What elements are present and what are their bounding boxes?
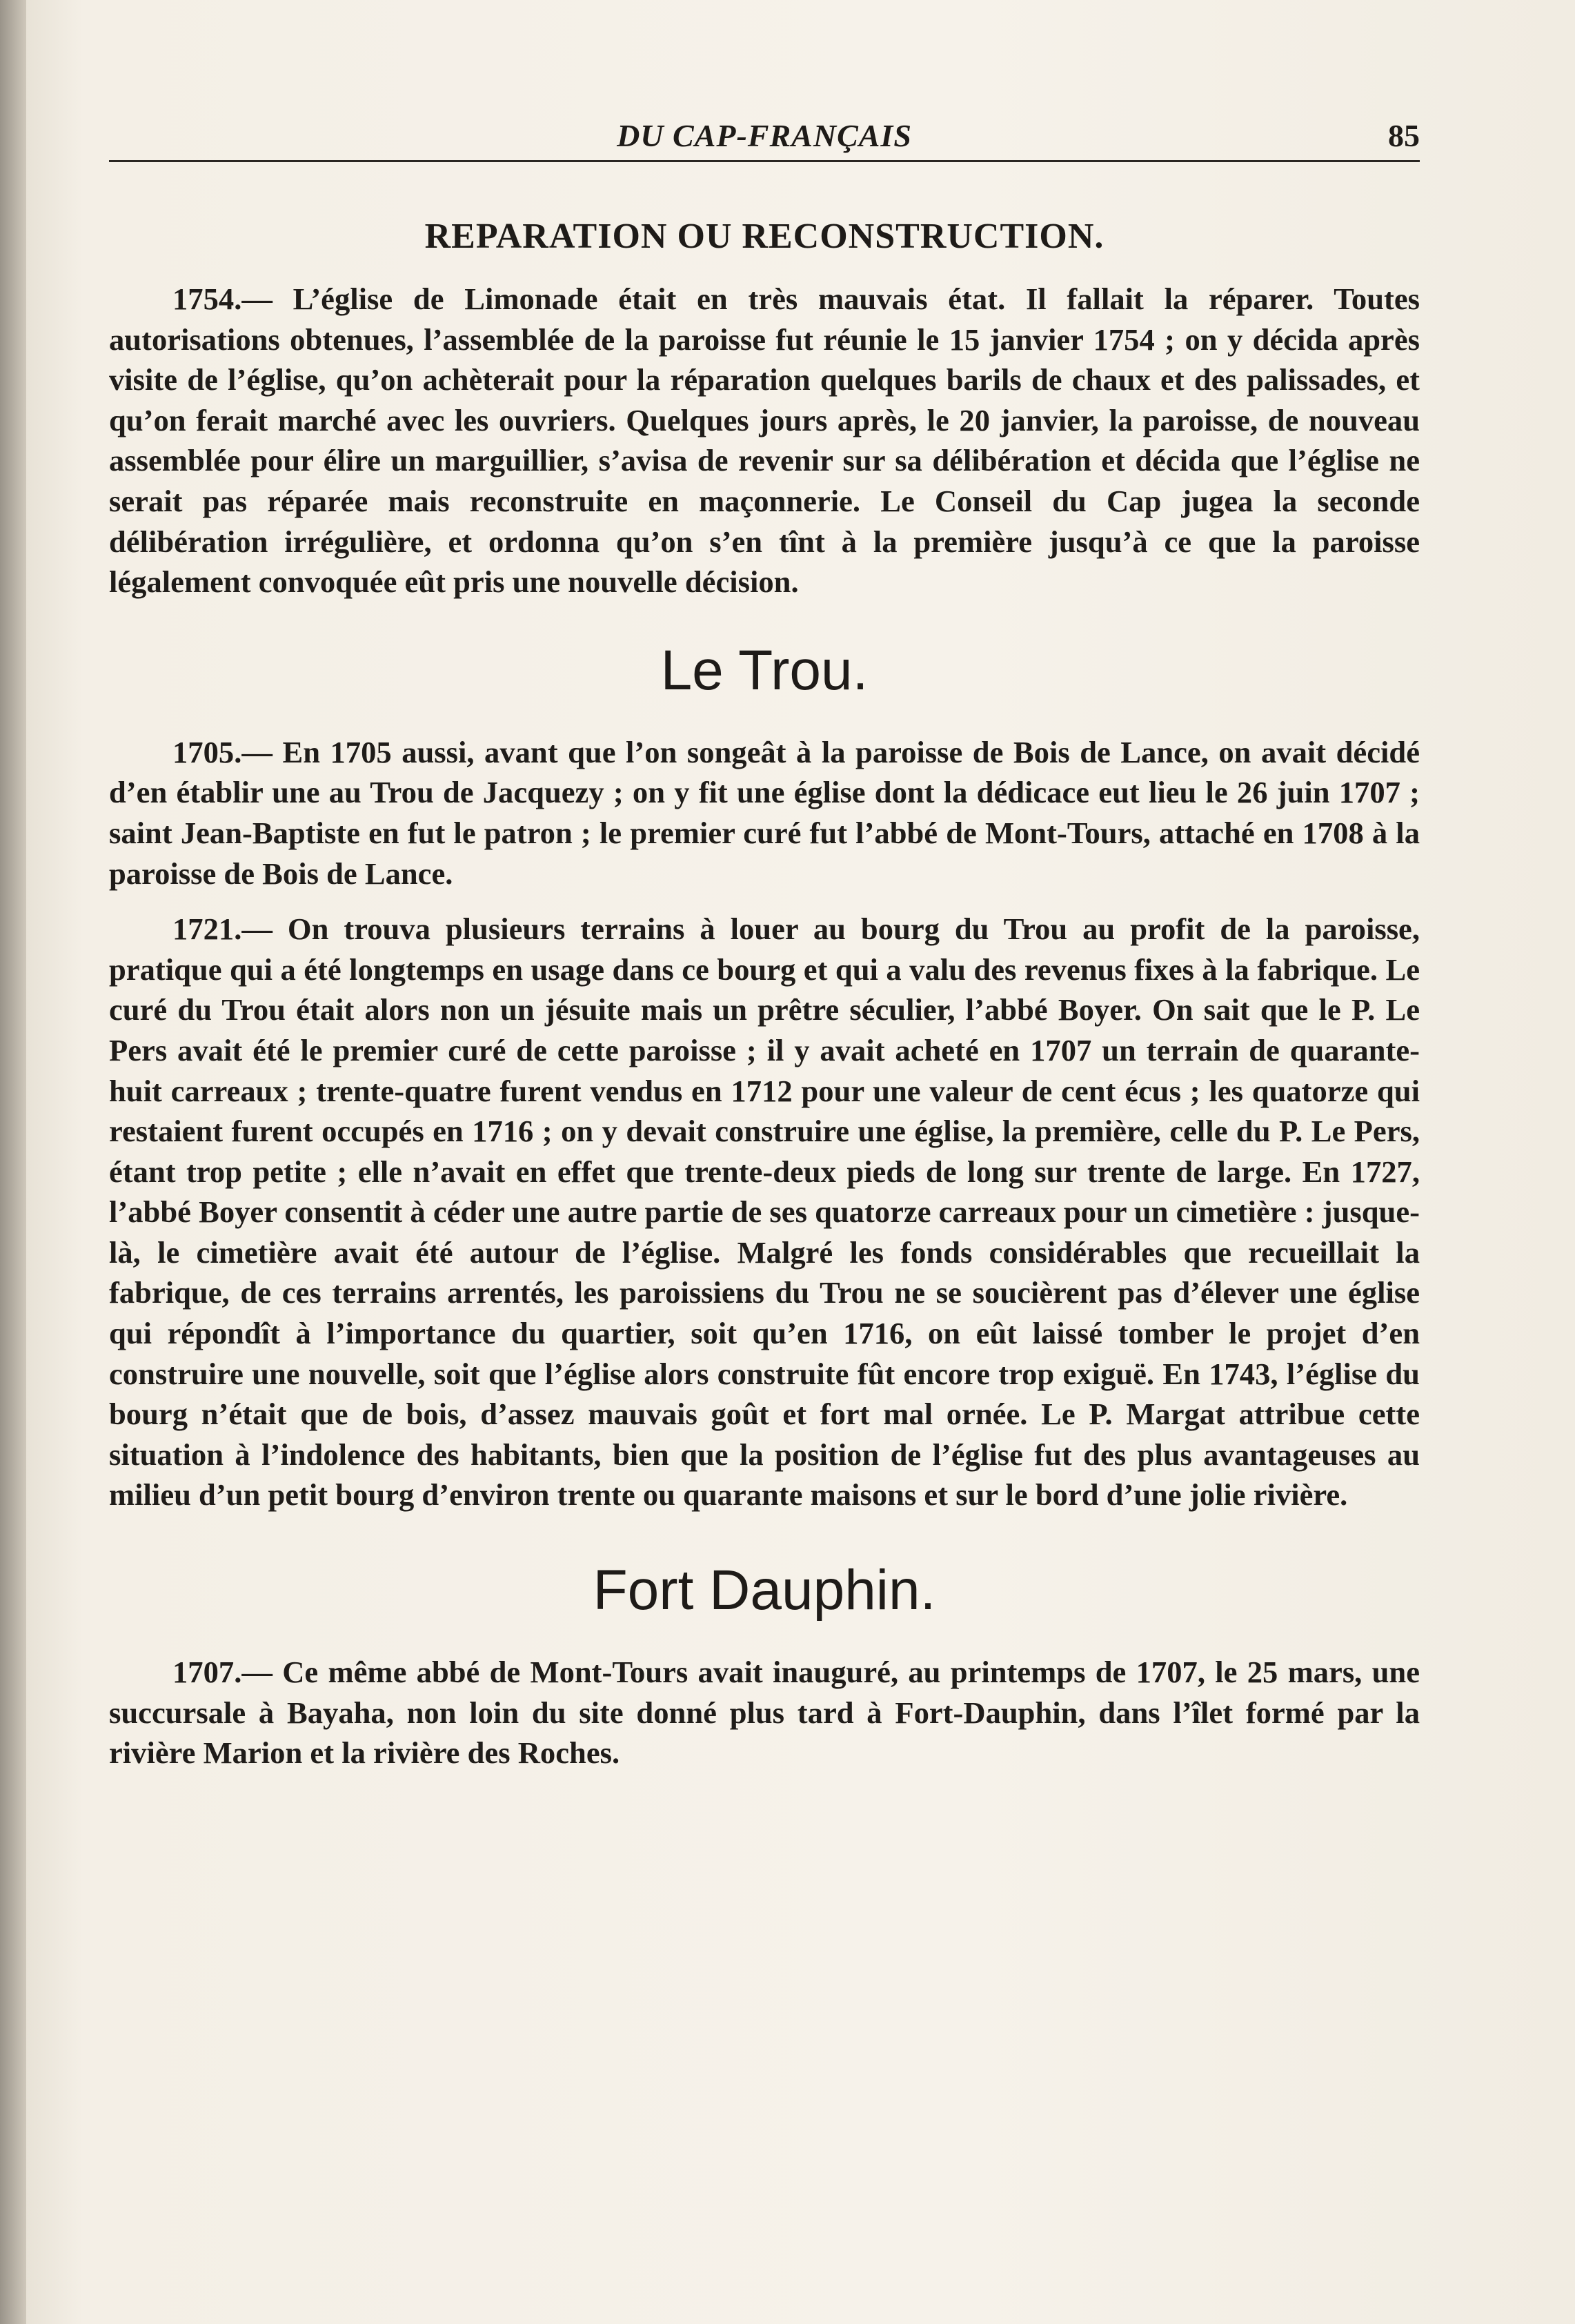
paragraph-1707	[109, 1652, 1420, 1773]
page-content	[109, 117, 1420, 1789]
paragraph-1705	[109, 732, 1420, 894]
paragraph-text: Ce même abbé de Mont-Tours avait inauguré, au printemps de 1707, le 25 mars, une succursale à Bayaha, non loin du site donné plus tard à Fort-Dauphin, dans l’îlet formé par la rivière Marion et la rivière des Roches.	[109, 1655, 1420, 1771]
page-gutter-shadow	[0, 0, 26, 2324]
paragraph-text: En 1705 aussi, avant que l’on songeât à la paroisse de Bois de Lance, on avait décidé d’en établir une au Trou de Jacquezy ; on y fit une église dont la dédicace eut lieu le 26 juin 1707 ; saint Jean-Baptiste en fut le patron ; le premier curé fut l’abbé de Mont-Tours, attaché en 1708 à la paroisse de Bois de Lance.	[109, 734, 1420, 891]
section-title-fort-dauphin: Fort Dauphin.	[593, 1559, 936, 1622]
paragraph-1754	[109, 279, 1420, 602]
paragraph-text: On trouva plusieurs terrains à louer au bourg du Trou au profit de la paroisse, pratique qui a été longtemps en usage dans ce bourg et qui a valu des revenus fixes à la fabrique. Le curé du Trou était alors non un jésuite mais un prêtre séculier, l’abbé Boyer. On sait que le P. Le Pers avait été le premier curé de cette paroisse ; il y avait acheté en 1707 un terrain de quarante-huit carreaux ; trente-quatre furent vendus en 1712 pour une valeur de cent écus ; les quatorze qui restaient furent occupés en 1716 ; on y devait construire une église, la première, celle du P. Le Pers, étant trop petite ; elle n’avait en effet que trente-deux pieds de long sur trente de large. En 1727, l’abbé Boyer consentit à céder une autre partie de ses quatorze carreaux pour un cimetière : jusque-là, le cimetière avait été autour de l’église. Malgré les fonds considérables que recueillait la fabrique, de ces terrains arrentés, les paroissiens du Trou ne se soucièrent pas d’élever une église qui répondît à l’importance du quartier, soit qu’en 1716, on eût laissé tomber le projet d’en construire une nouvelle, soit que l’église alors construite fût encore trop exiguë. En 1743, l’église du bourg n’était que de bois, d’assez mauvais goût et fort mal ornée. Le P. Margat attribue cette situation à l’indolence des habitants, bien que la position de l’église fut des plus avantageuses au milieu d’un petit bourg d’environ trente ou quarante maisons et sur le bord d’une jolie rivière.	[109, 912, 1420, 1513]
section-title-le-trou: Le Trou.	[660, 638, 869, 702]
paragraph-year: 1707.—	[172, 1655, 273, 1690]
paragraph-year: 1721.—	[172, 912, 273, 947]
running-title: DU CAP-FRANÇAIS	[617, 118, 912, 153]
running-header	[109, 117, 1420, 162]
paragraph-text: L’église de Limonade était en très mauvais état. Il fallait la réparer. Toutes autorisations obtenues, l’assemblée de la paroisse fut réunie le 15 janvier 1754 ; on y décida après visite de l’église, qu’on achèterait pour la réparation quelques barils de chaux et des palissades, et qu’on ferait marché avec les ouvriers. Quelques jours après, le 20 janvier, la paroisse, de nouveau assemblée pour élire un marguillier, s’avisa de revenir sur sa délibération et décida que l’église ne serait pas réparée mais reconstruite en maçonnerie. Le Conseil du Cap jugea la seconde délibération irrégulière, et ordonna qu’on s’en tînt à la première jusqu’à ce que la paroisse légalement convoquée eût pris une nouvelle décision.	[109, 282, 1420, 600]
paragraph-year: 1754.—	[172, 282, 273, 316]
page-number: 85	[1388, 118, 1420, 153]
paragraph-year: 1705.—	[172, 734, 273, 769]
section-title-reparation: REPARATION OU RECONSTRUCTION.	[424, 217, 1105, 256]
paragraph-1721	[109, 909, 1420, 1515]
